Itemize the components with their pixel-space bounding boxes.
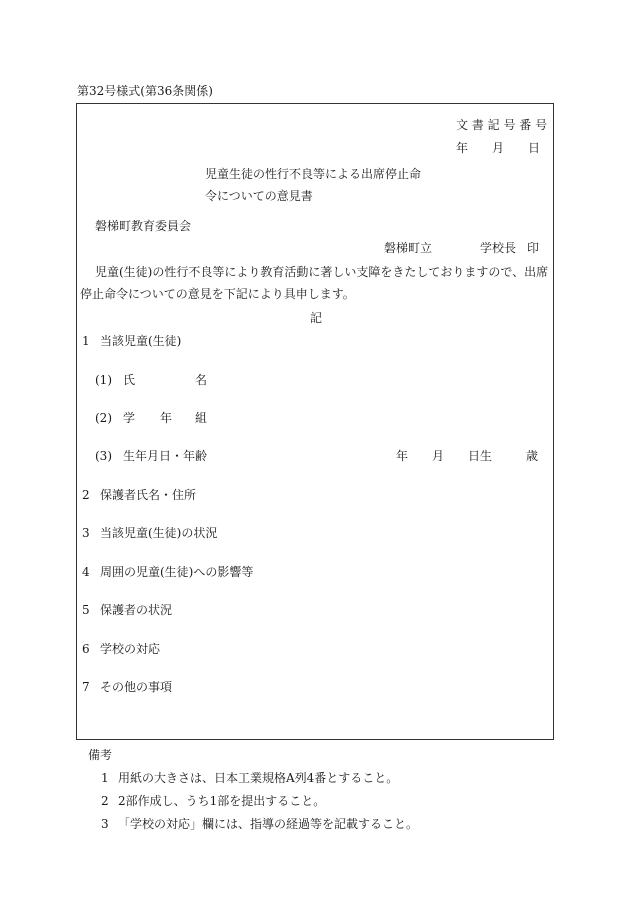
date-year: 年 xyxy=(456,141,469,155)
note-text: 用紙の大きさは、日本工業規格A列4番とすること。 xyxy=(118,771,399,785)
item-label: 保護者氏名・住所 xyxy=(100,488,197,502)
class-label: 組 xyxy=(195,411,208,425)
sub-item-number: (2) xyxy=(95,411,112,425)
birth-day: 日生 xyxy=(468,449,493,463)
name-label-part2: 名 xyxy=(195,373,208,387)
item-number: 5 xyxy=(82,603,90,617)
notes-heading: 備考 xyxy=(88,748,113,762)
sub-item-number: (3) xyxy=(95,449,112,463)
item-label: 学校の対応 xyxy=(100,642,161,656)
item-label: 周囲の児童(生徒)への影響等 xyxy=(100,565,254,579)
item-number: 4 xyxy=(82,565,90,579)
sub-item-number: (1) xyxy=(95,373,112,387)
birthdate-age-label: 生年月日・年齢 xyxy=(123,449,208,463)
note-number: 2 xyxy=(101,794,109,808)
grade-label-part1: 学 xyxy=(123,411,136,425)
sender-principal: 学校長 xyxy=(480,241,517,255)
document-title-line1: 児童生徒の性行不良等による出席停止命 xyxy=(205,167,422,181)
note-text: 「学校の対応」欄には、指導の経過等を記載すること。 xyxy=(118,817,419,831)
document-number-label: 文 書 記 号 番 号 xyxy=(456,118,548,132)
item-number: 2 xyxy=(82,488,90,502)
item-number: 3 xyxy=(82,526,90,540)
date-day: 日 xyxy=(528,141,541,155)
item-number: 1 xyxy=(82,334,90,348)
seal-mark: 印 xyxy=(527,241,540,255)
body-text-line2: 停止命令についての意見を下記により具申します。 xyxy=(80,287,355,301)
date-month: 月 xyxy=(492,141,505,155)
note-text: 2部作成し、うち1部を提出すること。 xyxy=(118,794,326,808)
item-label: 保護者の状況 xyxy=(100,603,173,617)
ki-heading: 記 xyxy=(310,311,323,325)
note-number: 3 xyxy=(101,817,109,831)
note-number: 1 xyxy=(101,771,109,785)
addressee: 磐梯町教育委員会 xyxy=(95,219,192,233)
grade-label-part2: 年 xyxy=(160,411,173,425)
name-label-part1: 氏 xyxy=(123,373,136,387)
item-label: その他の事項 xyxy=(100,680,173,694)
birth-year: 年 xyxy=(396,449,409,463)
form-number: 第32号様式(第36条関係) xyxy=(77,84,213,98)
item-number: 6 xyxy=(82,642,90,656)
document-title-line2: 令についての意見書 xyxy=(205,189,313,203)
item-label: 当該児童(生徒) xyxy=(100,334,182,348)
sender-town-school: 磐梯町立 xyxy=(384,241,433,255)
body-text-line1: 児童(生徒)の性行不良等により教育活動に著しい支障をきたしておりますので、出席 xyxy=(95,265,549,279)
birth-month: 月 xyxy=(432,449,445,463)
age-label: 歳 xyxy=(526,449,539,463)
item-number: 7 xyxy=(82,680,90,694)
item-label: 当該児童(生徒)の状況 xyxy=(100,526,218,540)
